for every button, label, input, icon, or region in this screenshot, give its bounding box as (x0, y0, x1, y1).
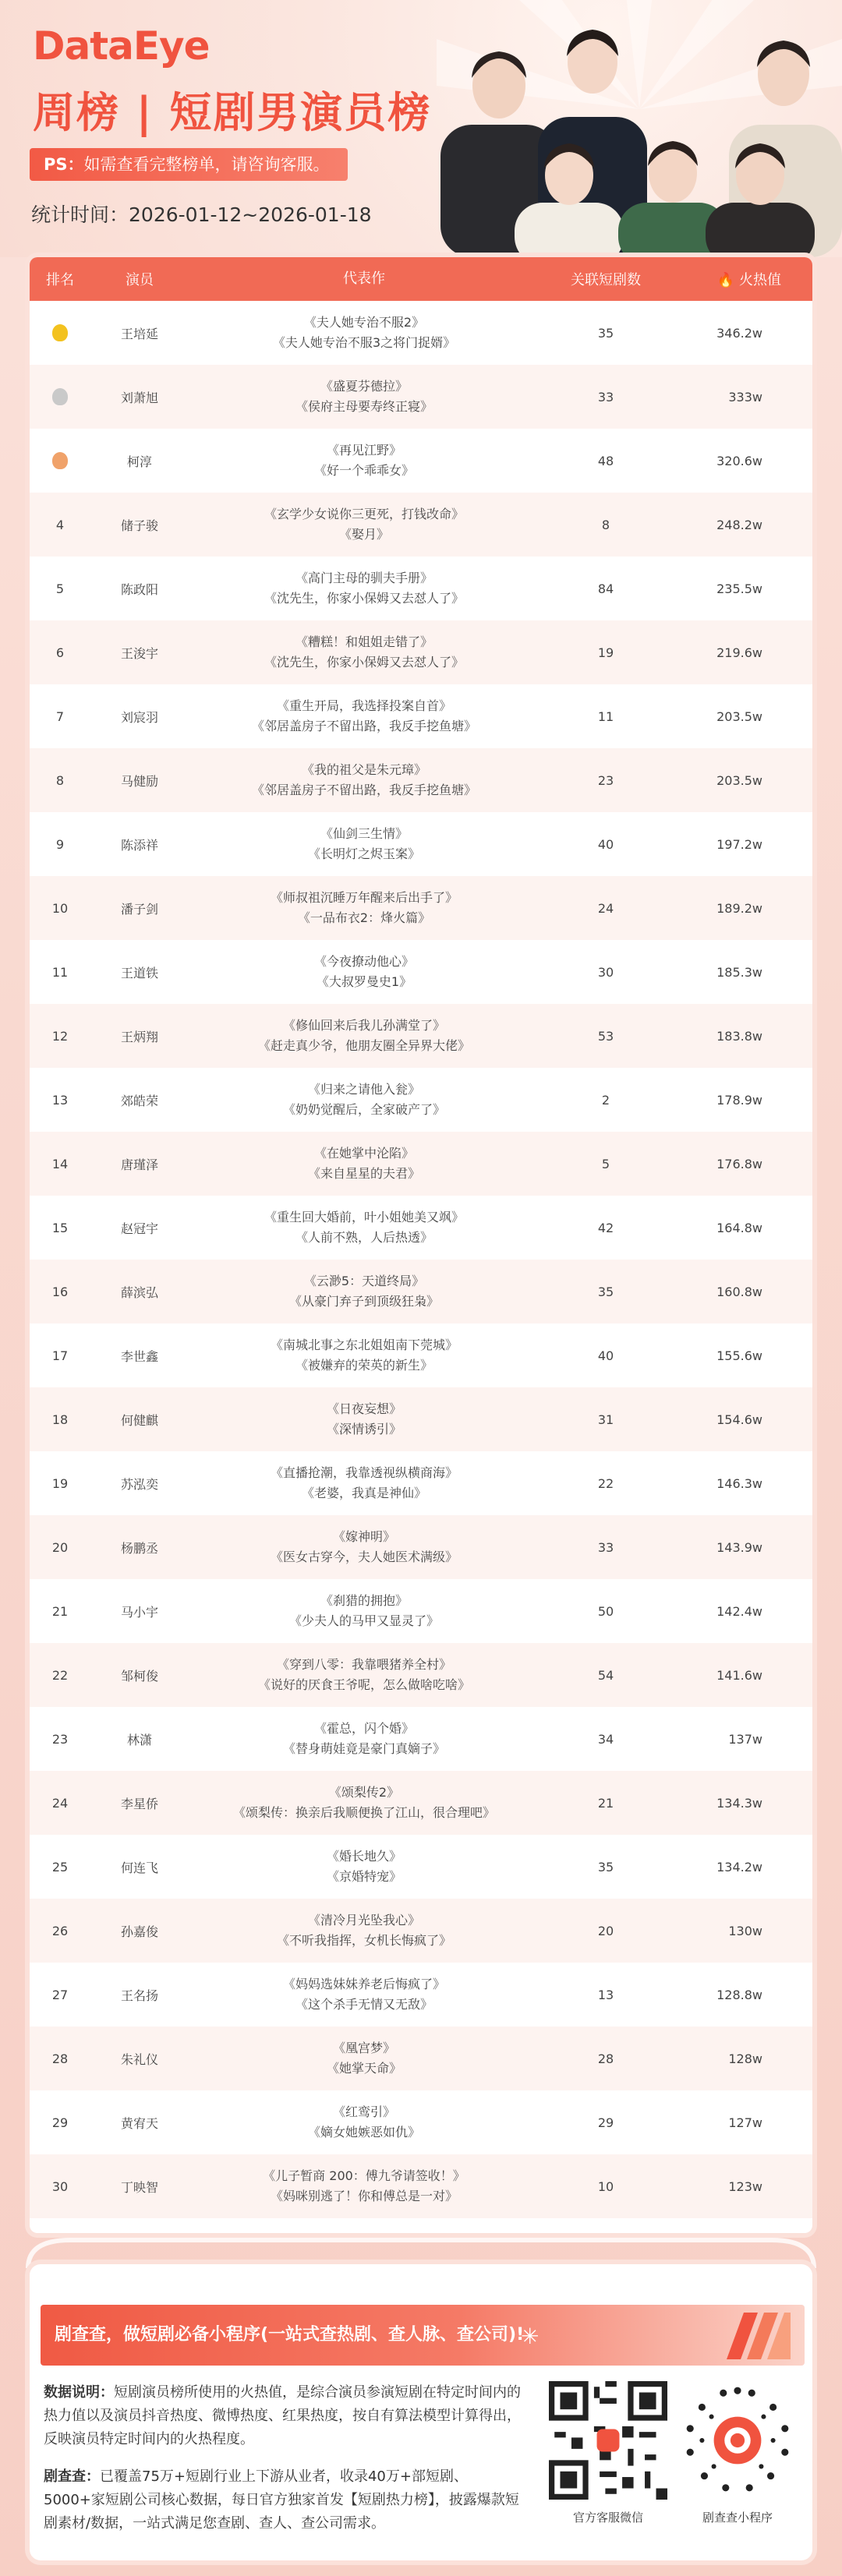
jcc-logo-icon (727, 2313, 791, 2359)
table-row (30, 1196, 812, 1260)
work-title: 《老婆，我真是神仙》 (301, 1486, 426, 1500)
heat-value: 127w (728, 2115, 762, 2130)
table-row (30, 748, 812, 812)
table-row (30, 876, 812, 940)
work-title: 《重生开局，我选择投案自首》 (276, 698, 451, 713)
table-body (30, 301, 812, 2218)
work-title: 《修仙回来后我儿孙满堂了》 (282, 1018, 445, 1033)
table-row (30, 2027, 812, 2090)
actor-name: 薛滨弘 (120, 1284, 158, 1300)
rank-cell: 22 (51, 1667, 69, 1683)
work-title: 《人前不熟，人后热透》 (295, 1230, 433, 1245)
representative-works (189, 1143, 540, 1184)
jcc-note (44, 2465, 527, 2535)
heat-value: 154.6w (716, 1412, 762, 1427)
actor-name: 苏泓奕 (120, 1476, 158, 1492)
rank-cell: 26 (51, 1923, 69, 1938)
actor-name: 陈添祥 (120, 837, 158, 853)
representative-works (189, 952, 540, 992)
representative-works (189, 313, 540, 353)
work-title: 《邻居盖房子不留出路，我反手挖鱼塘》 (251, 783, 476, 797)
table-row (30, 557, 812, 620)
work-title: 《沈先生，你家小保姆又去怼人了》 (264, 655, 464, 670)
actor-name: 李世鑫 (120, 1348, 158, 1364)
stat-period (31, 200, 372, 228)
heat-value: 235.5w (716, 581, 762, 596)
table-row (30, 940, 812, 1004)
rank-cell: 14 (51, 1156, 69, 1171)
representative-works (189, 1271, 540, 1312)
work-title: 《这个杀手无情又无敌》 (295, 1997, 433, 2012)
wechat-qr-caption: 官方客服微信 (572, 2511, 643, 2525)
table-row (30, 1451, 812, 1515)
table-row (30, 1771, 812, 1835)
rank-cell: 9 (55, 836, 65, 852)
actor-name: 李星侨 (120, 1796, 158, 1811)
rank-cell: 6 (55, 645, 65, 660)
work-title: 《嫡女她嫉恶如仇》 (307, 2125, 420, 2140)
rank-cell (30, 324, 90, 341)
representative-works (189, 1974, 540, 2015)
work-title: 《沈先生，你家小保姆又去怼人了》 (264, 591, 464, 606)
work-title: 《重生回大婚前，叶小姐她美又飒》 (264, 1210, 464, 1224)
rank-cell: 12 (51, 1028, 69, 1044)
related-drama-count: 50 (597, 1603, 614, 1619)
actor-name: 刘宸羽 (120, 709, 158, 725)
representative-works (189, 632, 540, 673)
actor-name: 马小宇 (120, 1604, 158, 1620)
work-title: 《清冷月光坠我心》 (307, 1913, 420, 1928)
work-title: 《好一个乖乖女》 (313, 463, 414, 478)
work-title: 《说好的厌食王爷呢，怎么做啥吃啥》 (257, 1677, 470, 1692)
work-title: 《医女古穿今，夫人她医术满级》 (270, 1549, 458, 1564)
work-title: 《云渺5：天道终局》 (303, 1274, 425, 1288)
representative-works (189, 1910, 540, 1951)
table-row (30, 1963, 812, 2027)
work-title: 《不听我指挥，女机长悔疯了》 (276, 1933, 451, 1948)
work-title: 《妈妈选妹妹养老后悔疯了》 (282, 1977, 445, 1991)
actor-name: 柯淳 (126, 454, 152, 469)
ps-notice (30, 148, 348, 181)
col-count: 关联短剧数 (571, 272, 641, 288)
heat-value: 346.2w (716, 325, 762, 341)
work-title: 《婚长地久》 (326, 1849, 402, 1864)
related-drama-count: 40 (597, 1348, 614, 1363)
related-drama-count: 19 (597, 645, 614, 660)
work-title: 《玄学少女说你三更死，打钱改命》 (264, 507, 464, 521)
work-title: 《颂梨传2》 (328, 1785, 400, 1800)
heat-value: 134.2w (716, 1859, 762, 1875)
representative-works (189, 440, 540, 481)
representative-works (189, 504, 540, 545)
representative-works (189, 1463, 540, 1504)
work-title: 《来自星星的夫君》 (307, 1166, 420, 1181)
related-drama-count: 53 (597, 1028, 614, 1044)
work-title: 《在她掌中沦陷》 (313, 1146, 414, 1161)
related-drama-count: 24 (597, 900, 614, 916)
heat-value: 203.5w (716, 772, 762, 788)
actor-name: 王炳翔 (120, 1029, 158, 1044)
ps-label: PS： (44, 155, 84, 174)
related-drama-count: 23 (597, 772, 614, 788)
representative-works (189, 2166, 540, 2207)
representative-works (189, 1591, 540, 1631)
related-drama-count: 30 (597, 964, 614, 980)
silver-medal-icon (52, 388, 68, 405)
actor-name: 黄宥天 (120, 2115, 158, 2131)
representative-works (189, 1207, 540, 1248)
table-row (30, 1579, 812, 1643)
brand-logo: DataEye (33, 23, 210, 69)
work-title: 《霍总，闪个婚》 (313, 1721, 414, 1736)
rank-cell: 27 (51, 1987, 69, 2002)
rank-cell: 5 (55, 581, 65, 596)
rank-cell: 19 (51, 1475, 69, 1491)
work-title: 《从豪门弃子到顶级狂枭》 (288, 1294, 439, 1309)
related-drama-count: 35 (597, 325, 614, 341)
footer-arc-decoration (23, 2237, 819, 2268)
work-title: 《师叔祖沉睡万年醒来后出手了》 (270, 890, 458, 905)
table-row (30, 812, 812, 876)
sparkle-icon: ✳ (521, 2323, 540, 2349)
work-title: 《归来之请他入瓮》 (307, 1082, 420, 1097)
related-drama-count: 5 (601, 1156, 610, 1171)
actor-name: 林潇 (126, 1732, 152, 1747)
work-title: 《夫人她专治不服3之将门捉婿》 (272, 335, 456, 350)
representative-works (189, 1527, 540, 1567)
table-row (30, 2090, 812, 2154)
table-row (30, 301, 812, 365)
work-title: 《大叔罗曼史1》 (316, 974, 412, 989)
ps-text: 如需查看完整榜单，请咨询客服。 (83, 155, 330, 174)
work-title: 《长明灯之烬玉案》 (307, 846, 420, 861)
work-title: 《深情诱引》 (326, 1422, 402, 1436)
note2-label: 剧查查： (44, 2468, 100, 2485)
actor-name: 储子骏 (120, 518, 158, 533)
related-drama-count: 33 (597, 1539, 614, 1555)
rank-cell: 23 (51, 1731, 69, 1747)
related-drama-count: 33 (597, 389, 614, 405)
related-drama-count: 40 (597, 836, 614, 852)
rank-cell: 21 (51, 1603, 69, 1619)
note1-label: 数据说明： (44, 2384, 114, 2401)
actor-name: 王浚宇 (120, 645, 158, 661)
work-title: 《京婚特宠》 (326, 1869, 402, 1884)
work-title: 《我的祖父是朱元璋》 (301, 762, 426, 777)
table-row (30, 429, 812, 493)
rank-cell: 16 (51, 1284, 69, 1299)
promo-banner[interactable] (41, 2305, 805, 2366)
heat-value: 248.2w (716, 517, 762, 532)
representative-works (189, 1783, 540, 1823)
note1-text: 短剧演员榜所使用的火热值，是综合演员参演短剧在特定时间内的热力值以及演员抖音热度、微博热度、红果热度，按自有算法模型计算得出，反映演员特定时间内的火热程度。 (44, 2384, 521, 2447)
rank-cell: 15 (51, 1220, 69, 1235)
rank-cell: 25 (51, 1859, 69, 1875)
work-title: 《直播抢潮，我靠透视纵横商海》 (270, 1465, 458, 1480)
related-drama-count: 8 (601, 517, 610, 532)
work-title: 《再见江野》 (326, 443, 402, 458)
work-title: 《夫人她专治不服2》 (303, 315, 425, 330)
heat-value: 183.8w (716, 1028, 762, 1044)
flame-icon: 🔥 (716, 272, 734, 288)
heat-value: 320.6w (716, 453, 762, 468)
rank-cell: 10 (51, 900, 69, 916)
miniprogram-qr-caption: 剧查查小程序 (702, 2511, 773, 2525)
table-row (30, 1707, 812, 1771)
heat-value: 155.6w (716, 1348, 762, 1363)
heat-value: 134.3w (716, 1795, 762, 1811)
work-title: 《一品布衣2：烽火篇》 (297, 910, 431, 925)
table-row (30, 1387, 812, 1451)
actor-name: 王道铁 (120, 965, 158, 981)
related-drama-count: 48 (597, 453, 614, 468)
actor-name: 赵冠宇 (120, 1221, 158, 1236)
ranking-table (30, 257, 812, 2233)
page-title: 周榜 | 短剧男演员榜 (33, 88, 432, 137)
banner-text: 剧查查，做短剧必备小程序(一站式查热剧、查人脉、查公司)! (55, 2325, 525, 2345)
heat-value: 143.9w (716, 1539, 762, 1555)
rank-cell: 18 (51, 1412, 69, 1427)
heat-value: 333w (728, 389, 762, 405)
representative-works (189, 760, 540, 800)
col-rank: 排名 (46, 272, 74, 288)
work-title: 《侯府主母要寿终正寝》 (295, 399, 433, 414)
table-row (30, 1515, 812, 1579)
col-actor: 演员 (126, 272, 154, 288)
heat-value: 164.8w (716, 1220, 762, 1235)
representative-works (189, 824, 540, 864)
work-title: 《颂梨传：换亲后我顺便换了江山，很合理吧》 (232, 1805, 495, 1820)
heat-value: 137w (728, 1731, 762, 1747)
representative-works (189, 696, 540, 737)
work-title: 《嫁神明》 (332, 1529, 395, 1544)
table-row (30, 2154, 812, 2218)
col-heat (672, 269, 812, 289)
related-drama-count: 11 (597, 708, 614, 724)
representative-works (189, 1719, 540, 1759)
actor-name: 朱礼仪 (120, 2051, 158, 2067)
actor-name: 陈政阳 (120, 581, 158, 597)
related-drama-count: 28 (597, 2051, 614, 2066)
work-title: 《少夫人的马甲又显灵了》 (288, 1613, 439, 1628)
work-title: 《邻居盖房子不留出路，我反手挖鱼塘》 (251, 719, 476, 733)
heat-value: 142.4w (716, 1603, 762, 1619)
representative-works (189, 888, 540, 928)
representative-works (189, 1080, 540, 1120)
work-title: 《赶走真少爷，他朋友圈全异界大佬》 (257, 1038, 470, 1053)
actor-name: 唐瑾泽 (120, 1157, 158, 1172)
data-note (44, 2381, 527, 2451)
table-row (30, 684, 812, 748)
heat-value: 197.2w (716, 836, 762, 852)
miniprogram-qr-code[interactable] (678, 2381, 797, 2500)
related-drama-count: 54 (597, 1667, 614, 1683)
representative-works (189, 1399, 540, 1440)
related-drama-count: 35 (597, 1284, 614, 1299)
table-header (30, 257, 812, 301)
actor-name: 潘子剑 (120, 901, 158, 917)
actor-name: 王名扬 (120, 1988, 158, 2003)
rank-cell: 30 (51, 2178, 69, 2194)
work-title: 《奶奶觉醒后，全家破产了》 (282, 1102, 445, 1117)
table-row (30, 1068, 812, 1132)
rank-cell: 20 (51, 1539, 69, 1555)
table-row (30, 1323, 812, 1387)
heat-value: 146.3w (716, 1475, 762, 1491)
actor-name: 邹柯俊 (120, 1668, 158, 1684)
work-title: 《娶月》 (338, 527, 389, 542)
actor-name: 刘萧旭 (120, 390, 158, 405)
work-title: 《今夜撩动他心》 (313, 954, 414, 969)
related-drama-count: 21 (597, 1795, 614, 1811)
rank-cell (30, 388, 90, 405)
note2-text: 已覆盖75万+短剧行业上下游从业者，收录40万+部短剧、5000+家短剧公司核心数据，每日官方独家首发【短剧热力榜】，披露爆款短剧素材/数据，一站式满足您查剧、查人、查公司需求。 (44, 2468, 519, 2532)
rank-cell: 4 (55, 517, 65, 532)
actor-name: 王培延 (120, 326, 158, 341)
heat-value: 219.6w (716, 645, 762, 660)
bronze-medal-icon (52, 452, 68, 469)
work-title: 《儿子暂商 200：傅九爷请签收！》 (263, 2168, 465, 2183)
heat-value: 189.2w (716, 900, 762, 916)
related-drama-count: 34 (597, 1731, 614, 1747)
rank-cell (30, 452, 90, 469)
related-drama-count: 22 (597, 1475, 614, 1491)
representative-works (189, 2102, 540, 2143)
footer-panel (30, 2264, 812, 2560)
work-title: 《高门主母的驯夫手册》 (295, 571, 433, 585)
heat-value: 160.8w (716, 1284, 762, 1299)
work-title: 《日夜妄想》 (326, 1401, 402, 1416)
actor-name: 何连飞 (120, 1860, 158, 1875)
actor-name: 杨鹏丞 (120, 1540, 158, 1556)
table-row (30, 620, 812, 684)
header (0, 0, 842, 257)
table-row (30, 1004, 812, 1068)
work-title: 《凰宫梦》 (332, 2041, 395, 2055)
rank-cell: 28 (51, 2051, 69, 2066)
rank-cell: 11 (51, 964, 69, 980)
table-row (30, 1899, 812, 1963)
gold-medal-icon (52, 324, 68, 341)
work-title: 《妈咪别逃了！你和傅总是一对》 (270, 2189, 458, 2203)
table-row (30, 493, 812, 557)
representative-works (189, 2038, 540, 2079)
representative-works (189, 1016, 540, 1056)
table-row (30, 365, 812, 429)
table-row (30, 1132, 812, 1196)
rank-cell: 7 (55, 708, 65, 724)
related-drama-count: 35 (597, 1859, 614, 1875)
related-drama-count: 13 (597, 1987, 614, 2002)
work-title: 《穿到八零：我靠喂猪养全村》 (276, 1657, 451, 1672)
work-title: 《南城北事之东北姐姐南下莞城》 (270, 1337, 458, 1352)
heat-value: 141.6w (716, 1667, 762, 1683)
related-drama-count: 2 (601, 1092, 610, 1108)
rank-cell: 24 (51, 1795, 69, 1811)
actor-name: 何健麒 (120, 1412, 158, 1428)
work-title: 《红鸾引》 (332, 2104, 395, 2119)
heat-value: 128.8w (716, 1987, 762, 2002)
work-title: 《她掌天命》 (326, 2061, 402, 2076)
representative-works (189, 1335, 540, 1376)
rank-cell: 29 (51, 2115, 69, 2130)
actor-name: 郊皓荣 (120, 1093, 158, 1108)
related-drama-count: 20 (597, 1923, 614, 1938)
rank-cell: 13 (51, 1092, 69, 1108)
heat-value: 178.9w (716, 1092, 762, 1108)
work-title: 《盛夏芬德拉》 (320, 379, 408, 394)
col-works: 代表作 (343, 270, 385, 287)
heat-value: 128w (728, 2051, 762, 2066)
stat-label: 统计时间： (31, 203, 129, 226)
work-title: 《糟糕！和姐姐走错了》 (295, 634, 433, 649)
related-drama-count: 10 (597, 2178, 614, 2194)
heat-value: 123w (728, 2178, 762, 2194)
actor-name: 丁映智 (120, 2179, 158, 2195)
representative-works (189, 376, 540, 417)
related-drama-count: 31 (597, 1412, 614, 1427)
representative-works (189, 1655, 540, 1695)
rank-cell: 8 (55, 772, 65, 788)
related-drama-count: 29 (597, 2115, 614, 2130)
work-title: 《仙剑三生情》 (320, 826, 408, 841)
heat-value: 130w (728, 1923, 762, 1938)
heat-value: 185.3w (716, 964, 762, 980)
related-drama-count: 42 (597, 1220, 614, 1235)
heat-value: 203.5w (716, 708, 762, 724)
stat-range: 2026-01-12~2026-01-18 (129, 203, 372, 226)
actor-name: 孙嘉俊 (120, 1924, 158, 1939)
work-title: 《替身萌娃竟是豪门真嫡子》 (282, 1741, 445, 1756)
table-row (30, 1260, 812, 1323)
representative-works (189, 1846, 540, 1887)
rank-cell: 17 (51, 1348, 69, 1363)
wechat-qr-code[interactable] (549, 2381, 667, 2500)
actor-name: 马健励 (120, 773, 158, 789)
work-title: 《刹猎的拥抱》 (320, 1593, 408, 1608)
representative-works (189, 568, 540, 609)
table-row (30, 1643, 812, 1707)
heat-value: 176.8w (716, 1156, 762, 1171)
table-row (30, 1835, 812, 1899)
actors-group-photo (440, 8, 842, 257)
col-heat-label: 火热值 (739, 272, 781, 288)
work-title: 《被嫌弃的荣英的新生》 (295, 1358, 433, 1373)
related-drama-count: 84 (597, 581, 614, 596)
